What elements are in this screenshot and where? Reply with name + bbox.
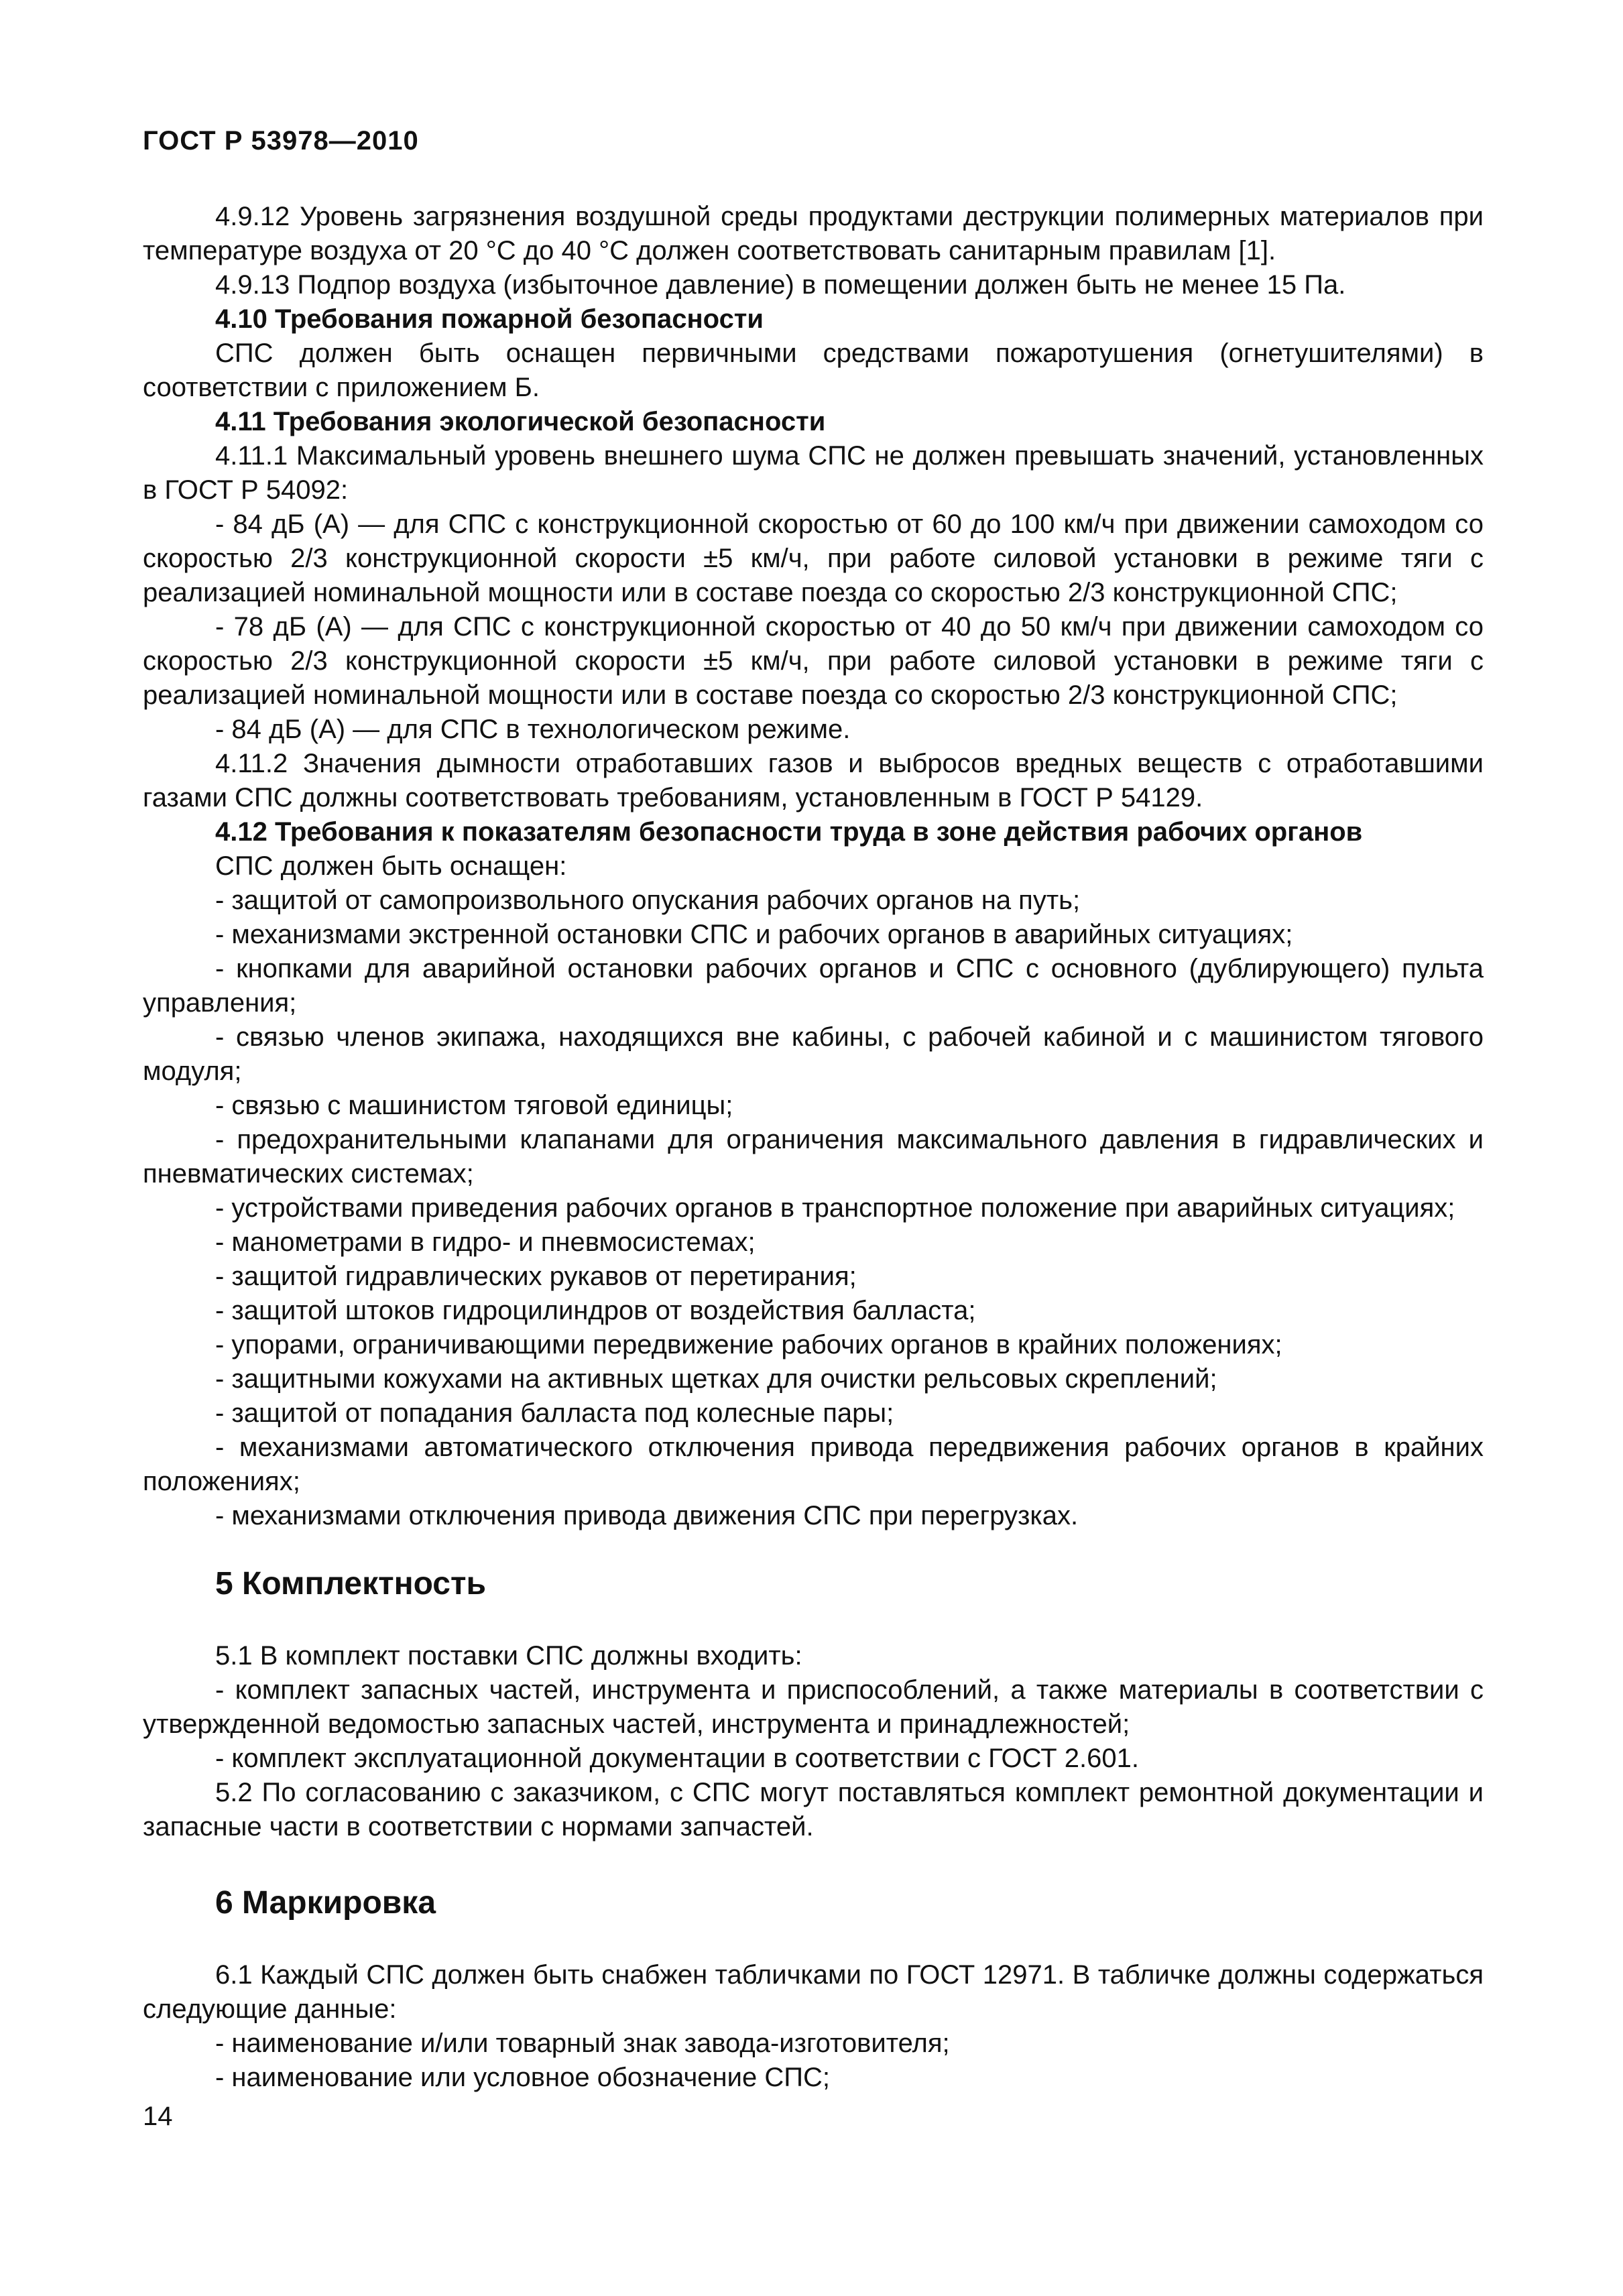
list-item: - манометрами в гидро- и пневмосистемах; bbox=[215, 1227, 756, 1257]
list-item: - связью членов экипажа, находящихся вне кабины, с рабочей кабиной и с машинистом тягового модуля; bbox=[143, 1022, 1484, 1086]
list-item: - комплект запасных частей, инструмента и приспособлений, а также материалы в соответствии с утвержденной ведомостью запасных частей, инструмента и принадлежностей; bbox=[143, 1675, 1484, 1739]
list-item: - защитой от попадания балласта под колесные пары; bbox=[215, 1398, 894, 1428]
paragraph: 4.9.12 Уровень загрязнения воздушной среды продуктами деструкции полимерных материалов при температуре воздуха от 20 °С до 40 °С должен соответствовать санитарным правилам [1]. bbox=[143, 202, 1484, 265]
running-header: ГОСТ Р 53978—2010 bbox=[143, 126, 419, 156]
paragraph: СПС должен быть оснащен первичными средствами пожаротушения (огнетушителями) в соответствии с приложением Б. bbox=[143, 339, 1484, 402]
section-title: 5 Комплектность bbox=[215, 1566, 486, 1602]
subsection-title: 4.10 Требования пожарной безопасности bbox=[215, 304, 764, 334]
section-title: 6 Маркировка bbox=[215, 1885, 436, 1921]
paragraph: 5.2 По согласованию с заказчиком, с СПС могут поставляться комплект ремонтной документации и запасные части в соответствии с нормами запчастей. bbox=[143, 1778, 1484, 1841]
list-item: - механизмами автоматического отключения привода передвижения рабочих органов в крайних положениях; bbox=[143, 1433, 1484, 1496]
paragraph: 6.1 Каждый СПС должен быть снабжен табличками по ГОСТ 12971. В табличке должны содержаться следующие данные: bbox=[143, 1960, 1484, 2024]
list-item: - защитой штоков гидроцилиндров от воздействия балласта; bbox=[215, 1296, 976, 1325]
page-number: 14 bbox=[143, 2102, 173, 2131]
list-item: - наименование и/или товарный знак завода-изготовителя; bbox=[215, 2029, 950, 2058]
paragraph: 4.11.1 Максимальный уровень внешнего шума СПС не должен превышать значений, установленных в ГОСТ Р 54092: bbox=[143, 441, 1484, 505]
list-item: - предохранительными клапанами для ограничения максимального давления в гидравлических и пневматических системах; bbox=[143, 1125, 1484, 1189]
list-item: - связью с машинистом тяговой единицы; bbox=[215, 1091, 733, 1120]
list-item: - 78 дБ (А) — для СПС с конструкционной скоростью от 40 до 50 км/ч при движении самоходом со скоростью 2/3 конструкционной скорости ±5 км/ч, при работе силовой установки в режиме тяги с реализацией номинальной мощности или в составе поезда со скоростью 2/3 конструкционной СПС; bbox=[143, 612, 1484, 710]
subsection-title: 4.11 Требования экологической безопасности bbox=[215, 407, 826, 436]
paragraph: 5.1 В комплект поставки СПС должны входить: bbox=[215, 1641, 802, 1671]
paragraph: 4.11.2 Значения дымности отработавших газов и выбросов вредных веществ с отработавшими газами СПС должны соответствовать требованиям, установленным в ГОСТ Р 54129. bbox=[143, 749, 1484, 812]
list-item: - 84 дБ (А) — для СПС с конструкционной скоростью от 60 до 100 км/ч при движении самоходом со скоростью 2/3 конструкционной скорости ±5 км/ч, при работе силовой установки в режиме тяги с реализацией номинальной мощности или в составе поезда со скоростью 2/3 конструкционной СПС; bbox=[143, 509, 1484, 607]
paragraph: 4.9.13 Подпор воздуха (избыточное давление) в помещении должен быть не менее 15 Па. bbox=[215, 270, 1346, 300]
list-item: - механизмами экстренной остановки СПС и рабочих органов в аварийных ситуациях; bbox=[215, 920, 1293, 949]
list-item: - защитными кожухами на активных щетках для очистки рельсовых скреплений; bbox=[215, 1364, 1217, 1394]
list-item: - защитой от самопроизвольного опускания рабочих органов на путь; bbox=[215, 886, 1081, 915]
list-item: - устройствами приведения рабочих органов в транспортное положение при аварийных ситуациях; bbox=[215, 1193, 1455, 1223]
list-item: - комплект эксплуатационной документации в соответствии с ГОСТ 2.601. bbox=[215, 1744, 1139, 1773]
list-item: - наименование или условное обозначение СПС; bbox=[215, 2063, 830, 2092]
paragraph: СПС должен быть оснащен: bbox=[215, 851, 567, 881]
list-item: - механизмами отключения привода движения СПС при перегрузках. bbox=[215, 1501, 1079, 1530]
list-item: - кнопками для аварийной остановки рабочих органов и СПС с основного (дублирующего) пульта управления; bbox=[143, 954, 1484, 1018]
page-body bbox=[143, 200, 1484, 2095]
list-item: - 84 дБ (А) — для СПС в технологическом режиме. bbox=[215, 715, 851, 744]
list-item: - упорами, ограничивающими передвижение рабочих органов в крайних положениях; bbox=[215, 1330, 1282, 1360]
subsection-title: 4.12 Требования к показателям безопасности труда в зоне действия рабочих органов bbox=[215, 817, 1363, 847]
list-item: - защитой гидравлических рукавов от перетирания; bbox=[215, 1262, 857, 1291]
